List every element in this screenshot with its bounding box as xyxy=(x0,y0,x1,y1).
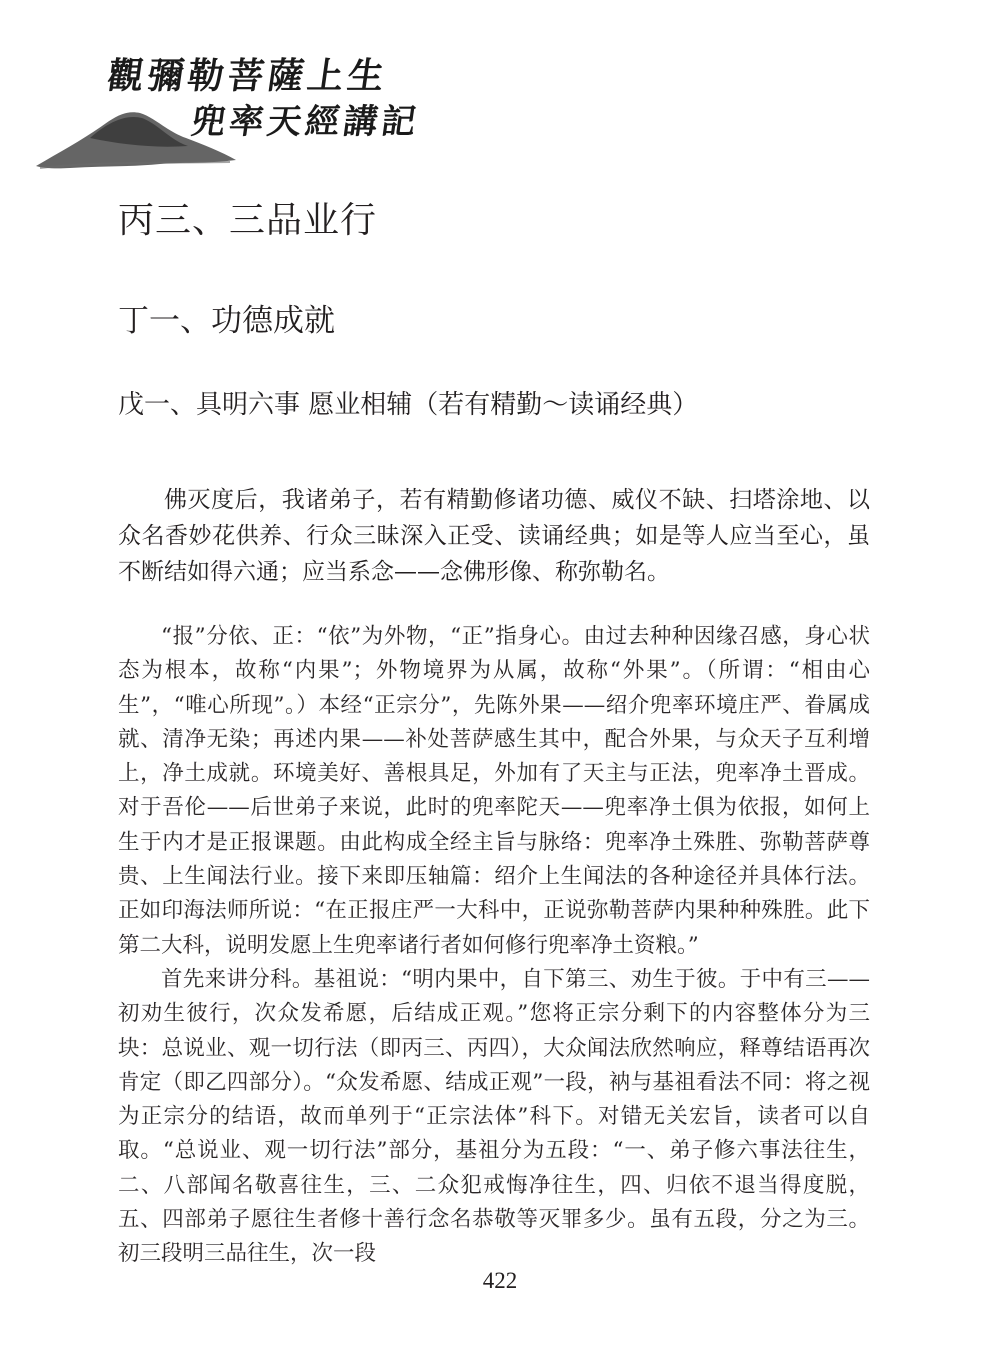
sutra-quote: 佛灭度后，我诸弟子，若有精勤修诸功德、威仪不缺、扫塔涂地、以众名香妙花供养、行众三昧深入正受、读诵经典；如是等人应当至心，虽不断结如得六通；应当系念——念佛形像、称弥勒名。 xyxy=(118,487,870,585)
commentary-paragraph: “报”分依、正：“依”为外物，“正”指身心。由过去种种因缘召感，身心状态为根本，故称“内果”；外物境界为从属，故称“外果”。（所谓：“相由心生”，“唯心所现”。）本经“正宗分”，先陈外果——绍介兜率环境庄严、眷属成就、清净无染；再述内果——补处菩萨感生其中，配合外果，与众天子互利增上，净土成就。环境美好、善根具足，外加有了天主与正法，兜率净土晋成。对于吾伦——后世弟子来说，此时的兜率陀天——兜率净土俱为依报，如何上生于内才是正报课题。由此构成全经主旨与脉络：兜率净土殊胜、弥勒菩萨尊贵、上生闻法行业。接下来即压轴篇：绍介上生闻法的各种途径并具体行法。正如印海法师所说：“在正报庄严一大科中，正说弥勒菩萨内果种种殊胜。此下第二大科，说明发愿上生兜率诸行者如何修行兜率净土资粮。” xyxy=(118,624,870,958)
sub-heading: 丁一、功德成就 xyxy=(118,303,335,339)
book-title-line-2: 兜率天經講記 xyxy=(188,102,423,142)
book-title-line-1: 觀彌勒菩薩上生 xyxy=(104,55,391,97)
section-heading: 丙三、三品业行 xyxy=(118,200,378,241)
subsub-heading: 戊一、具明六事 愿业相辅（若有精勤～读诵经典） xyxy=(118,390,699,420)
commentary-paragraph: 首先来讲分科。基祖说：“明内果中，自下第三、劝生于彼。于中有三——初劝生彼行，次众发希愿，后结成正观。”您将正宗分剩下的内容整体分为三块：总说业、观一切行法（即丙三、丙四），大众闻法欣然响应，释尊结语再次肯定（即乙四部分）。“众发希愿、结成正观”一段，衲与基祖看法不同：将之视为正宗分的结语，故而单列于“正宗法体”科下。对错无关宏旨，读者可以自取。“总说业、观一切行法”部分，基祖分为五段：“一、弟子修六事法往生，二、八部闻名敬喜往生，三、二众犯戒悔净往生，四、归依不退当得度脱，五、四部弟子愿往生者修十善行念名恭敬等灭罪多少。虽有五段，分之为三。初三段明三品往生，次一段 xyxy=(118,967,870,1267)
page-number: 422 xyxy=(482,1268,518,1293)
book-title-header xyxy=(30,40,430,175)
